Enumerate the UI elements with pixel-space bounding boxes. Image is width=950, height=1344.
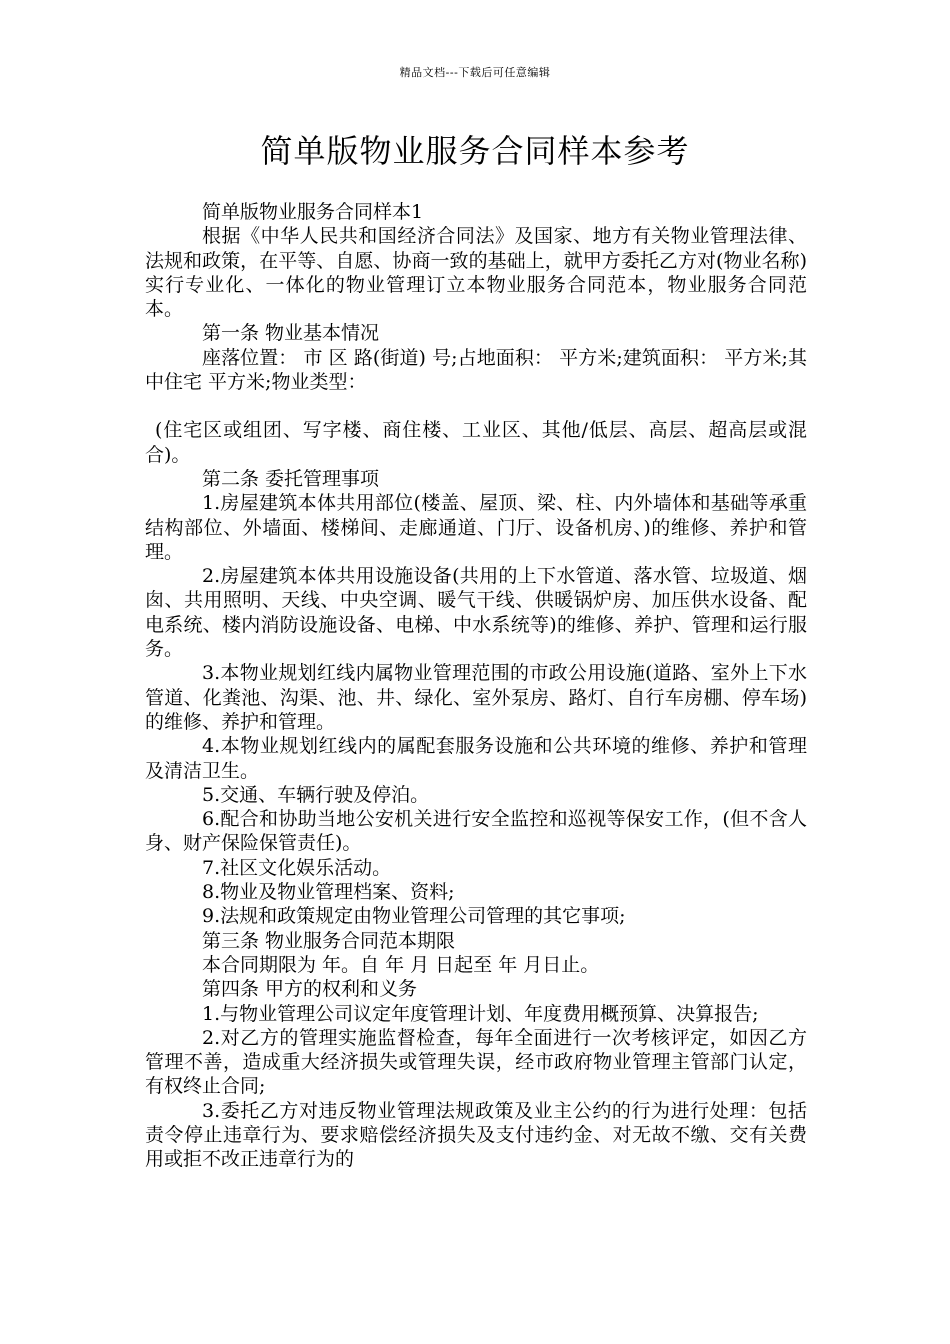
paragraph-term: 本合同期限为 年。自 年 月 日起至 年 月日止。	[202, 953, 600, 976]
document-body	[145, 200, 807, 1172]
list-item: 3.委托乙方对违反物业管理法规政策及业主公约的行为进行处理：包括责令停止违章行为、要求赔偿经济损失及支付违约金、对无故不缴、交有关费用或拒不改正违章行为的	[145, 1099, 807, 1171]
list-item: 5.交通、车辆行驶及停泊。	[202, 783, 430, 806]
list-item: 8.物业及物业管理档案、资料;	[202, 881, 455, 904]
document-title: 简单版物业服务合同样本参考	[260, 132, 690, 170]
list-item: 2.房屋建筑本体共用设施设备(共用的上下水管道、落水管、垃圾道、烟囱、共用照明、天线、中央空调、暖气干线、供暖锅炉房、加压供水设备、配电系统、楼内消防设施设备、电梯、中水系统等)的维修、养护、管理和运行服务。	[145, 565, 807, 661]
list-item: 2.对乙方的管理实施监督检查，每年全面进行一次考核评定，如因乙方管理不善，造成重大经济损失或管理失误，经市政府物业管理主管部门认定，有权终止合同;	[145, 1026, 807, 1098]
paragraph-property-type: (住宅区或组团、写字楼、商住楼、工业区、其他/低层、高层、超高层或混合)。	[145, 419, 807, 466]
list-item: 6.配合和协助当地公安机关进行安全监控和巡视等保安工作，(但不含人身、财产保险保管责任)。	[145, 808, 807, 855]
article-heading-2: 第二条 委托管理事项	[202, 467, 380, 490]
paragraph-heading-sample: 简单版物业服务合同样本1	[202, 201, 424, 223]
list-item: 7.社区文化娱乐活动。	[202, 856, 392, 879]
article-heading-3: 第三条 物业服务合同范本期限	[202, 929, 456, 952]
list-item: 4.本物业规划红线内的属配套服务设施和公共环境的维修、养护和管理及清洁卫生。	[145, 735, 807, 782]
list-item: 9.法规和政策规定由物业管理公司管理的其它事项;	[202, 905, 626, 928]
article-heading-4: 第四条 甲方的权利和义务	[202, 978, 418, 1001]
list-item: 1.房屋建筑本体共用部位(楼盖、屋顶、梁、柱、内外墙体和基础等承重结构部位、外墙面、楼梯间、走廊通道、门厅、设备机房、)的维修、养护和管理。	[145, 492, 807, 563]
header-note: 精品文档---下载后可任意编辑	[399, 66, 551, 79]
paragraph-location: 座落位置： 市 区 路(街道) 号;占地面积： 平方米;建筑面积： 平方米;其中住宅 平方米;物业类型：	[145, 346, 807, 394]
list-item: 1.与物业管理公司议定年度管理计划、年度费用概预算、决算报告;	[202, 1002, 759, 1025]
article-heading-1: 第一条 物业基本情况	[202, 322, 380, 345]
paragraph-intro: 根据《中华人民共和国经济合同法》及国家、地方有关物业管理法律、法规和政策，在平等、自愿、协商一致的基础上，就甲方委托乙方对(物业名称)实行专业化、一体化的物业管理订立本物业服务合同范本，物业服务合同范本。	[145, 225, 807, 321]
list-item: 3.本物业规划红线内属物业管理范围的市政公用设施(道路、室外上下水管道、化粪池、沟渠、池、井、绿化、室外泵房、路灯、自行车房棚、停车场)的维修、养护和管理。	[145, 662, 807, 733]
